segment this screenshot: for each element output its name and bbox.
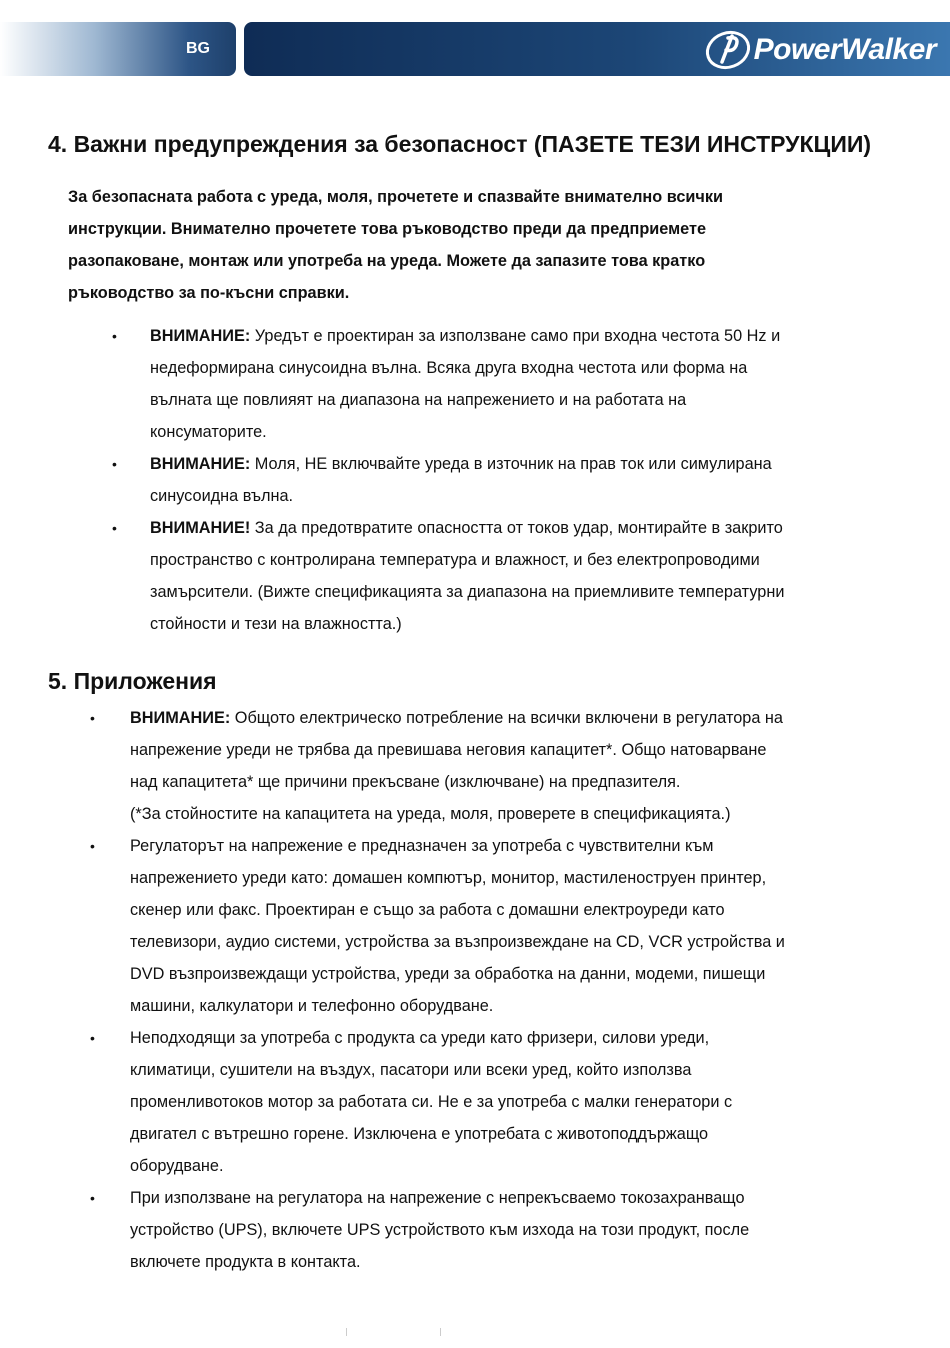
section-4-warnings (0, 320, 900, 640)
item-text: оборудване. (130, 1157, 224, 1175)
item-text: Общото електрическо потребление на всички включени в регулатора на (230, 709, 783, 727)
warning-text: стойности и тези на влажността.) (150, 615, 402, 633)
warning-text: пространство с контролирана температура и влажност, и без електропроводими (150, 551, 760, 569)
warning-text: За да предотвратите опасността от токов удар, монтирайте в закрито (250, 519, 783, 537)
intro-line: ръководство за по-късни справки. (68, 284, 350, 302)
warning-text: консуматорите. (150, 423, 267, 441)
warning-item (0, 448, 900, 512)
item-text: климатици, сушители на въздух, пасатори или всеки уред, който използва (130, 1061, 692, 1079)
bullet-icon: • (112, 520, 117, 536)
item-text: скенер или факс. Проектиран е също за работа с домашни електроуреди като (130, 901, 725, 919)
page-header (0, 22, 950, 76)
brand-bar (244, 22, 950, 76)
bullet-icon: • (112, 328, 117, 344)
item-text: двигател с вътрешно горене. Изключена е употребата с животоподдържащо (130, 1125, 709, 1143)
warning-item (0, 512, 900, 640)
section-5-title: 5. Приложения (48, 668, 217, 694)
warning-text: вълната ще повлияят на диапазона на напрежението и на работата на (150, 391, 687, 409)
warning-text: замърсители. (Вижте спецификацията за диапазона на приемливите температурни (150, 583, 785, 601)
bullet-icon: • (112, 456, 117, 472)
brand-name: PowerWalker (753, 33, 936, 66)
list-item (0, 830, 900, 1022)
bullet-icon: • (90, 1030, 95, 1046)
item-text: напрежение уреди не трябва да превишава неговия капацитет*. Общо натоварване (130, 741, 767, 759)
footer-tick (440, 1328, 441, 1336)
language-label: BG (186, 40, 210, 57)
section-4-title: 4. Важни предупреждения за безопасност (ПАЗЕТЕ ТЕЗИ ИНСТРУКЦИИ) (48, 131, 872, 157)
item-text: устройство (UPS), включете UPS устройството към изхода на този продукт, после (130, 1221, 750, 1239)
warning-text: Моля, НЕ включвайте уреда в източник на прав ток или симулирана (250, 455, 772, 473)
powerwalker-logo (702, 28, 936, 72)
warning-text: синусоидна вълна. (150, 487, 294, 505)
item-text: над капацитета* ще причини прекъсване (изключване) на предпазителя. (130, 773, 681, 791)
item-text: При използване на регулатора на напрежение с непрекъсваемо токозахранващо (130, 1189, 745, 1207)
item-text: машини, калкулатори и телефонно оборудване. (130, 997, 494, 1015)
item-text: DVD възпроизвеждащи устройства, уреди за обработка на данни, модеми, пишещи (130, 965, 766, 983)
intro-line: За безопасната работа с уреда, моля, прочетете и спазвайте внимателно всички (68, 188, 724, 206)
warning-label: ВНИМАНИЕ: (150, 327, 251, 345)
language-tab (0, 22, 236, 76)
item-text: напрежението уреди като: домашен компютър, монитор, мастиленоструен принтер, (130, 869, 767, 887)
intro-line: инструкции. Внимателно прочетете това ръководство преди да предприемете (68, 220, 707, 238)
intro-line: разопаковане, монтаж или употреба на уреда. Можете да запазите това кратко (68, 252, 706, 270)
item-text: включете продукта в контакта. (130, 1253, 361, 1271)
list-item (0, 702, 900, 830)
item-text: Неподходящи за употреба с продукта са уреди като фризери, силови уреди, (130, 1029, 710, 1047)
warning-text: Уредът е проектиран за използване само при входна честота 50 Hz и (250, 327, 781, 345)
warning-label: ВНИМАНИЕ! (150, 519, 251, 537)
footer-tick (346, 1328, 347, 1336)
item-text: (*За стойностите на капацитета на уреда, моля, проверете в спецификацията.) (130, 805, 731, 823)
warning-item (0, 320, 900, 448)
section-5-items (0, 702, 900, 1278)
footer-marks (346, 1328, 446, 1338)
warning-text: недеформирана синусоидна вълна. Всяка друга входна честота или форма на (150, 359, 748, 377)
brand-swoosh-icon (702, 28, 754, 72)
item-text: променливотоков мотор за работата си. Не е за употреба с малки генератори с (130, 1093, 733, 1111)
warning-label: ВНИМАНИЕ: (130, 709, 231, 727)
warning-label: ВНИМАНИЕ: (150, 455, 251, 473)
section-4-intro (68, 181, 828, 309)
bullet-icon: • (90, 838, 95, 854)
item-text: Регулаторът на напрежение е предназначен за употреба с чувствителни към (130, 837, 714, 855)
bullet-icon: • (90, 1190, 95, 1206)
item-text: телевизори, аудио системи, устройства за възпроизвеждане на CD, VCR устройства и (130, 933, 785, 951)
list-item (0, 1182, 900, 1278)
bullet-icon: • (90, 710, 95, 726)
list-item (0, 1022, 900, 1182)
